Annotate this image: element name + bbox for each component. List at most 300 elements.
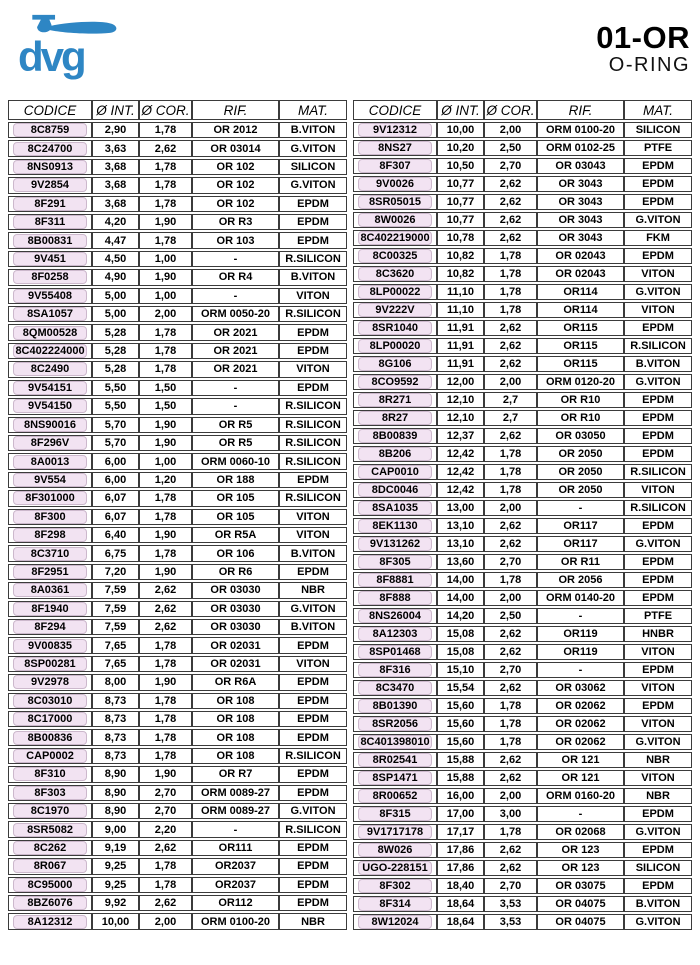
- codice-cell: [353, 374, 437, 390]
- value-cell: B.VITON: [279, 545, 347, 561]
- codice-cell: [8, 251, 92, 267]
- codice-cell: [353, 122, 437, 138]
- codice-cell: [353, 392, 437, 408]
- codice-cell: [353, 644, 437, 660]
- value-cell: 1,78: [139, 656, 192, 672]
- value-cell: 2,62: [484, 770, 537, 786]
- codice-cell: [8, 361, 92, 377]
- value-cell: EPDM: [279, 693, 347, 709]
- value-cell: EPDM: [624, 446, 692, 462]
- value-cell: OR114: [537, 284, 624, 300]
- value-cell: OR R10: [537, 410, 624, 426]
- value-cell: OR R7: [192, 766, 279, 782]
- codice-cell: [353, 500, 437, 516]
- value-cell: EPDM: [279, 564, 347, 580]
- value-cell: ORM 0100-20: [537, 122, 624, 138]
- value-cell: 7,65: [92, 656, 139, 672]
- table-row: [8, 637, 347, 653]
- value-cell: EPDM: [279, 766, 347, 782]
- codice-cell: [353, 734, 437, 750]
- value-cell: EPDM: [279, 729, 347, 745]
- value-cell: SILICON: [279, 159, 347, 175]
- value-cell: EPDM: [279, 858, 347, 874]
- value-cell: VITON: [624, 266, 692, 282]
- table-row: [353, 770, 692, 786]
- table-row: [353, 302, 692, 318]
- table-row: [8, 564, 347, 580]
- codice-cell: [353, 626, 437, 642]
- value-cell: 1,78: [484, 482, 537, 498]
- value-cell: VITON: [279, 656, 347, 672]
- table-row: [8, 159, 347, 175]
- codice-cell: [353, 572, 437, 588]
- value-cell: R.SILICON: [279, 398, 347, 414]
- value-cell: 1,78: [139, 232, 192, 248]
- codice-cell: [8, 637, 92, 653]
- code-badge: 8C401398010: [358, 735, 432, 749]
- value-cell: OR 108: [192, 729, 279, 745]
- value-cell: 15,60: [437, 734, 484, 750]
- code-badge: 8SA1057: [13, 307, 87, 321]
- value-cell: 2,00: [139, 306, 192, 322]
- table-row: [8, 895, 347, 911]
- code-badge: 9V54151: [13, 381, 87, 395]
- value-cell: OR 03050: [537, 428, 624, 444]
- code-badge: 8F8881: [358, 573, 432, 587]
- value-cell: OR 102: [192, 159, 279, 175]
- table-row: [8, 140, 347, 156]
- value-cell: 8,73: [92, 711, 139, 727]
- value-cell: G.VITON: [624, 212, 692, 228]
- codice-cell: [353, 410, 437, 426]
- value-cell: EPDM: [279, 840, 347, 856]
- value-cell: EPDM: [624, 554, 692, 570]
- value-cell: OR 121: [537, 770, 624, 786]
- value-cell: OR 02031: [192, 637, 279, 653]
- value-cell: 7,20: [92, 564, 139, 580]
- table-row: [8, 361, 347, 377]
- code-badge: 8W12024: [358, 915, 432, 929]
- value-cell: G.VITON: [624, 734, 692, 750]
- value-cell: 10,77: [437, 212, 484, 228]
- table-row: [353, 284, 692, 300]
- codice-cell: [353, 284, 437, 300]
- table-row: [8, 343, 347, 359]
- logo-wordmark: dvg: [18, 33, 84, 80]
- column-header: Ø INT.: [92, 100, 139, 120]
- codice-cell: [353, 608, 437, 624]
- value-cell: 2,62: [484, 680, 537, 696]
- value-cell: OR 04075: [537, 914, 624, 930]
- value-cell: ORM 0120-20: [537, 374, 624, 390]
- value-cell: 2,62: [484, 212, 537, 228]
- value-cell: OR 2021: [192, 361, 279, 377]
- value-cell: OR119: [537, 626, 624, 642]
- table-row: [353, 374, 692, 390]
- value-cell: OR 2050: [537, 482, 624, 498]
- table-row: [8, 509, 347, 525]
- value-cell: R.SILICON: [279, 306, 347, 322]
- value-cell: OR115: [537, 356, 624, 372]
- code-badge: 8LP00022: [358, 285, 432, 299]
- code-badge: 9V1717178: [358, 825, 432, 839]
- code-badge: 8C95000: [13, 878, 87, 892]
- code-badge: 8F294: [13, 620, 87, 634]
- code-badge: 8SR5082: [13, 823, 87, 837]
- code-badge: 8F310: [13, 767, 87, 781]
- value-cell: 1,78: [484, 734, 537, 750]
- value-cell: EPDM: [279, 196, 347, 212]
- value-cell: 3,53: [484, 896, 537, 912]
- table-row: [353, 698, 692, 714]
- header-row: [8, 100, 347, 120]
- value-cell: OR 103: [192, 232, 279, 248]
- value-cell: OR112: [192, 895, 279, 911]
- value-cell: OR 3043: [537, 230, 624, 246]
- value-cell: 1,90: [139, 417, 192, 433]
- value-cell: 2,62: [139, 840, 192, 856]
- codice-cell: [8, 693, 92, 709]
- code-badge: 8F2951: [13, 565, 87, 579]
- value-cell: 5,28: [92, 361, 139, 377]
- value-cell: 1,20: [139, 472, 192, 488]
- value-cell: 1,50: [139, 398, 192, 414]
- value-cell: EPDM: [624, 248, 692, 264]
- value-cell: 14,20: [437, 608, 484, 624]
- table-row: [353, 572, 692, 588]
- codice-cell: [353, 158, 437, 174]
- code-badge: 8G106: [358, 357, 432, 371]
- value-cell: 2,50: [484, 608, 537, 624]
- table-row: [353, 194, 692, 210]
- codice-cell: [353, 428, 437, 444]
- value-cell: 1,78: [484, 302, 537, 318]
- codice-cell: [353, 698, 437, 714]
- value-cell: 2,00: [484, 374, 537, 390]
- table-row: [8, 601, 347, 617]
- codice-cell: [353, 302, 437, 318]
- code-badge: 8A12312: [13, 915, 87, 929]
- table-row: [8, 398, 347, 414]
- table-row: [353, 248, 692, 264]
- column-header: Ø INT.: [437, 100, 484, 120]
- table-row: [8, 913, 347, 930]
- value-cell: 9,92: [92, 895, 139, 911]
- value-cell: VITON: [624, 644, 692, 660]
- code-badge: 9V451: [13, 252, 87, 266]
- value-cell: 6,00: [92, 453, 139, 469]
- value-cell: 3,53: [484, 914, 537, 930]
- value-cell: G.VITON: [279, 140, 347, 156]
- code-badge: 8C3470: [358, 681, 432, 695]
- table-row: [353, 500, 692, 516]
- code-badge: 8C2490: [13, 362, 87, 376]
- value-cell: 12,10: [437, 410, 484, 426]
- value-cell: 2,62: [139, 895, 192, 911]
- value-cell: 9,25: [92, 858, 139, 874]
- value-cell: EPDM: [624, 194, 692, 210]
- value-cell: 12,42: [437, 464, 484, 480]
- code-badge: 9V12312: [358, 123, 432, 137]
- value-cell: OR 105: [192, 509, 279, 525]
- value-cell: NBR: [279, 582, 347, 598]
- value-cell: 8,73: [92, 748, 139, 764]
- code-badge: 8R00652: [358, 789, 432, 803]
- value-cell: 16,00: [437, 788, 484, 804]
- value-cell: R.SILICON: [279, 435, 347, 451]
- codice-cell: [353, 446, 437, 462]
- codice-cell: [8, 840, 92, 856]
- code-badge: 8C00325: [358, 249, 432, 263]
- value-cell: 2,62: [139, 582, 192, 598]
- value-cell: R.SILICON: [624, 500, 692, 516]
- value-cell: OR 108: [192, 711, 279, 727]
- code-badge: 8F316: [358, 663, 432, 677]
- codice-cell: [8, 490, 92, 506]
- codice-cell: [8, 140, 92, 156]
- codice-cell: [353, 770, 437, 786]
- value-cell: PTFE: [624, 140, 692, 156]
- code-badge: 8F314: [358, 897, 432, 911]
- codice-cell: [8, 417, 92, 433]
- value-cell: 13,00: [437, 500, 484, 516]
- value-cell: EPDM: [279, 324, 347, 340]
- value-cell: 3,68: [92, 196, 139, 212]
- value-cell: 2,62: [484, 860, 537, 876]
- value-cell: OR 2021: [192, 343, 279, 359]
- value-cell: OR 02062: [537, 734, 624, 750]
- value-cell: OR 2050: [537, 446, 624, 462]
- table-row: [353, 230, 692, 246]
- code-badge: 8LP00020: [358, 339, 432, 353]
- value-cell: G.VITON: [624, 536, 692, 552]
- value-cell: -: [537, 500, 624, 516]
- codice-cell: [353, 536, 437, 552]
- value-cell: EPDM: [279, 214, 347, 230]
- page-header: [0, 0, 700, 96]
- value-cell: 2,70: [484, 158, 537, 174]
- code-badge: 9V222V: [358, 303, 432, 317]
- codice-cell: [8, 324, 92, 340]
- code-badge: 8SR1040: [358, 321, 432, 335]
- value-cell: 12,42: [437, 482, 484, 498]
- codice-cell: [353, 482, 437, 498]
- value-cell: OR R5A: [192, 527, 279, 543]
- value-cell: EPDM: [279, 472, 347, 488]
- codice-cell: [353, 860, 437, 876]
- table-row: [353, 392, 692, 408]
- value-cell: OR 02043: [537, 248, 624, 264]
- value-cell: 2,7: [484, 392, 537, 408]
- codice-cell: [353, 464, 437, 480]
- value-cell: PTFE: [624, 608, 692, 624]
- value-cell: OR R6: [192, 564, 279, 580]
- code-badge: 8F300: [13, 510, 87, 524]
- code-badge: 8R27: [358, 411, 432, 425]
- value-cell: OR114: [537, 302, 624, 318]
- value-cell: 2,62: [139, 619, 192, 635]
- table-row: [8, 766, 347, 782]
- table-row: [8, 619, 347, 635]
- table-row: [8, 214, 347, 230]
- value-cell: R.SILICON: [279, 417, 347, 433]
- code-badge: 8C1970: [13, 804, 87, 818]
- value-cell: EPDM: [624, 878, 692, 894]
- value-cell: 2,70: [484, 662, 537, 678]
- column-header: MAT.: [624, 100, 692, 120]
- value-cell: OR R3: [192, 214, 279, 230]
- table-row: [353, 608, 692, 624]
- table-row: [8, 122, 347, 138]
- value-cell: 7,59: [92, 619, 139, 635]
- value-cell: 15,10: [437, 662, 484, 678]
- table-row: [353, 518, 692, 534]
- codice-cell: [8, 711, 92, 727]
- table-row: [353, 716, 692, 732]
- column-header: CODICE: [353, 100, 437, 120]
- value-cell: OR R11: [537, 554, 624, 570]
- value-cell: 10,20: [437, 140, 484, 156]
- value-cell: VITON: [279, 509, 347, 525]
- value-cell: 2,00: [139, 913, 192, 930]
- code-badge: 8NS0913: [13, 160, 87, 174]
- value-cell: ORM 0100-20: [192, 913, 279, 930]
- code-badge: 8NS26004: [358, 609, 432, 623]
- value-cell: 10,77: [437, 194, 484, 210]
- code-badge: 8F0258: [13, 270, 87, 284]
- value-cell: OR 2021: [192, 324, 279, 340]
- value-cell: 1,78: [139, 748, 192, 764]
- table-row: [353, 482, 692, 498]
- codice-cell: [353, 752, 437, 768]
- table-row: [353, 158, 692, 174]
- value-cell: OR 03030: [192, 601, 279, 617]
- codice-cell: [8, 232, 92, 248]
- value-cell: -: [192, 251, 279, 267]
- value-cell: 10,78: [437, 230, 484, 246]
- value-cell: 5,28: [92, 343, 139, 359]
- value-cell: OR 03014: [192, 140, 279, 156]
- table-row: [353, 338, 692, 354]
- value-cell: OR 02068: [537, 824, 624, 840]
- codice-cell: [353, 212, 437, 228]
- value-cell: 10,77: [437, 176, 484, 192]
- value-cell: 1,78: [139, 343, 192, 359]
- value-cell: 1,78: [139, 711, 192, 727]
- value-cell: EPDM: [279, 877, 347, 893]
- value-cell: -: [537, 608, 624, 624]
- value-cell: VITON: [624, 302, 692, 318]
- value-cell: 11,91: [437, 320, 484, 336]
- value-cell: 2,7: [484, 410, 537, 426]
- value-cell: G.VITON: [624, 914, 692, 930]
- value-cell: 2,20: [139, 821, 192, 837]
- value-cell: 6,07: [92, 490, 139, 506]
- table-row: [353, 626, 692, 642]
- value-cell: 1,78: [139, 490, 192, 506]
- table-row: [353, 680, 692, 696]
- value-cell: 1,78: [484, 464, 537, 480]
- value-cell: 6,07: [92, 509, 139, 525]
- value-cell: 5,00: [92, 288, 139, 304]
- code-badge: 8BZ6076: [13, 896, 87, 910]
- oring-table-right: [353, 98, 692, 932]
- table-row: [8, 251, 347, 267]
- value-cell: OR117: [537, 536, 624, 552]
- value-cell: 13,10: [437, 518, 484, 534]
- value-cell: EPDM: [279, 895, 347, 911]
- value-cell: OR 108: [192, 748, 279, 764]
- value-cell: 10,82: [437, 248, 484, 264]
- value-cell: 2,62: [484, 536, 537, 552]
- table-row: [8, 711, 347, 727]
- value-cell: EPDM: [624, 158, 692, 174]
- table-row: [353, 176, 692, 192]
- value-cell: -: [537, 806, 624, 822]
- codice-cell: [8, 674, 92, 690]
- value-cell: EPDM: [624, 320, 692, 336]
- code-badge: 8SR05015: [358, 195, 432, 209]
- value-cell: R.SILICON: [624, 464, 692, 480]
- value-cell: 1,78: [484, 824, 537, 840]
- codice-cell: [353, 842, 437, 858]
- value-cell: 1,78: [484, 248, 537, 264]
- codice-cell: [353, 662, 437, 678]
- value-cell: OR 04075: [537, 896, 624, 912]
- value-cell: EPDM: [624, 176, 692, 192]
- value-cell: VITON: [279, 527, 347, 543]
- codice-cell: [8, 196, 92, 212]
- value-cell: EPDM: [279, 343, 347, 359]
- table-row: [8, 196, 347, 212]
- codice-cell: [353, 554, 437, 570]
- value-cell: 15,08: [437, 626, 484, 642]
- value-cell: 4,50: [92, 251, 139, 267]
- value-cell: VITON: [624, 680, 692, 696]
- code-badge: 8A0361: [13, 583, 87, 597]
- value-cell: HNBR: [624, 626, 692, 642]
- table-row: [353, 464, 692, 480]
- value-cell: -: [192, 288, 279, 304]
- codice-cell: [8, 159, 92, 175]
- codice-cell: [353, 590, 437, 606]
- code-badge: 8C3710: [13, 547, 87, 561]
- table-row: [353, 122, 692, 138]
- value-cell: OR 03043: [537, 158, 624, 174]
- code-badge: 8F296V: [13, 436, 87, 450]
- value-cell: R.SILICON: [279, 748, 347, 764]
- value-cell: OR 123: [537, 860, 624, 876]
- value-cell: R.SILICON: [279, 251, 347, 267]
- value-cell: 1,78: [139, 858, 192, 874]
- value-cell: EPDM: [279, 380, 347, 396]
- value-cell: 15,60: [437, 698, 484, 714]
- table-row: [8, 288, 347, 304]
- value-cell: OR117: [537, 518, 624, 534]
- codice-cell: [8, 601, 92, 617]
- value-cell: 7,59: [92, 601, 139, 617]
- value-cell: OR R4: [192, 269, 279, 285]
- code-badge: 8F888: [358, 591, 432, 605]
- value-cell: B.VITON: [279, 122, 347, 138]
- codice-cell: [8, 306, 92, 322]
- codice-cell: [353, 176, 437, 192]
- value-cell: EPDM: [279, 711, 347, 727]
- codice-cell: [353, 518, 437, 534]
- value-cell: OR2037: [192, 877, 279, 893]
- value-cell: OR 2050: [537, 464, 624, 480]
- value-cell: 15,54: [437, 680, 484, 696]
